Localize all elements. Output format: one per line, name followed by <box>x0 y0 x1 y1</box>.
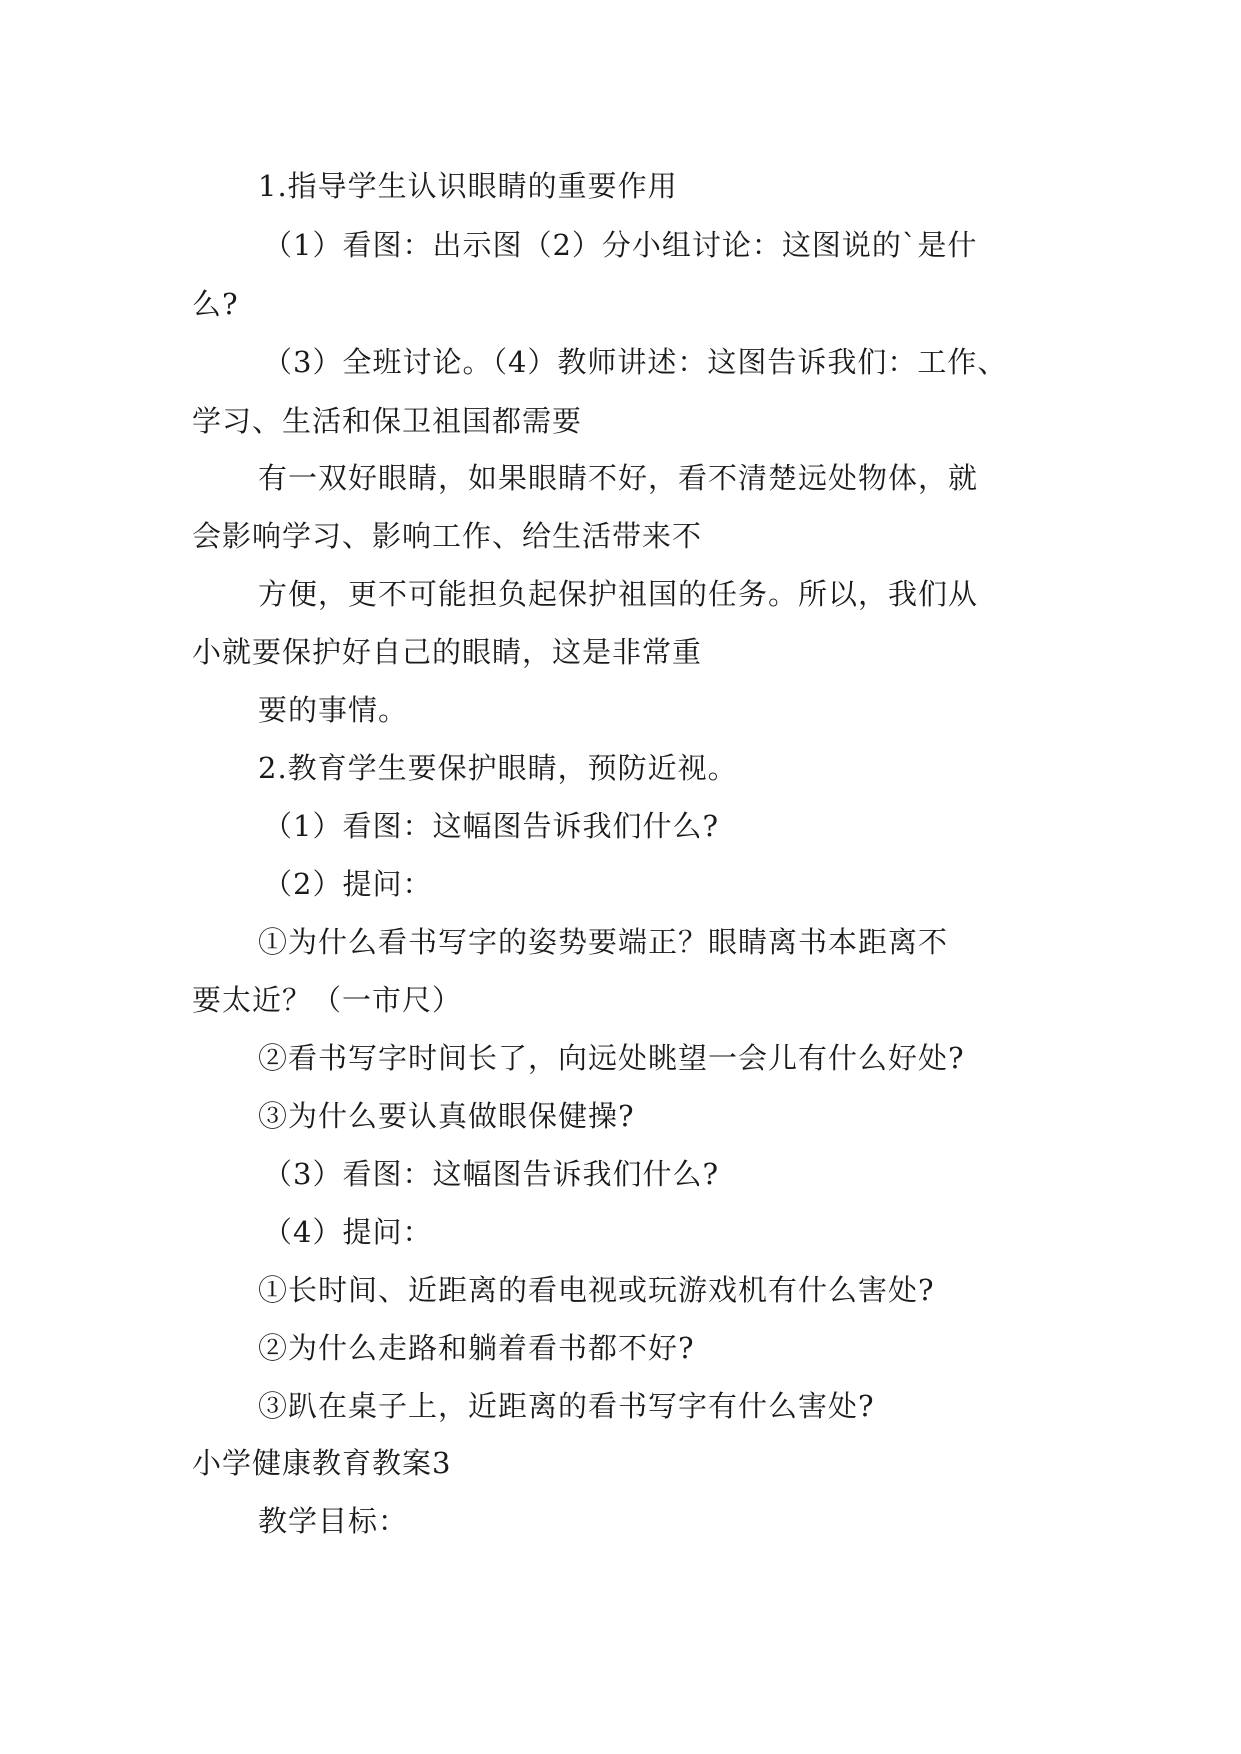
question-item: ③趴在桌子上，近距离的看书写字有什么害处? <box>258 1389 875 1423</box>
paragraph-line: 方便，更不可能担负起保护祖国的任务。所以，我们从 <box>258 577 979 611</box>
question-item: ②看书写字时间长了，向远处眺望一会儿有什么好处? <box>258 1041 965 1075</box>
paragraph-line: 要太近？（一市尺） <box>192 983 463 1017</box>
question-item: ①为什么看书写字的姿势要端正？眼睛离书本距离不 <box>258 925 949 959</box>
paragraph-line: （2）提问： <box>263 867 433 901</box>
paragraph-line: （1）看图：出示图（2）分小组讨论：这图说的`是什 <box>263 228 978 262</box>
lesson-plan-title: 小学健康教育教案3 <box>192 1446 452 1480</box>
paragraph-line: （4）提问： <box>263 1215 433 1249</box>
paragraph-line: 有一双好眼睛，如果眼睛不好，看不清楚远处物体，就 <box>258 461 979 495</box>
paragraph-line: 么? <box>192 287 239 321</box>
paragraph-line: 学习、生活和保卫祖国都需要 <box>192 404 583 438</box>
paragraph-line: （3）全班讨论。（4）教师讲述：这图告诉我们：工作、 <box>263 345 1008 379</box>
paragraph-line: （3）看图：这幅图告诉我们什么? <box>263 1157 719 1191</box>
question-item: ③为什么要认真做眼保健操? <box>258 1099 635 1133</box>
paragraph-line: 小就要保护好自己的眼睛，这是非常重 <box>192 635 703 669</box>
paragraph-line: （1）看图：这幅图告诉我们什么? <box>263 809 719 843</box>
question-item: ②为什么走路和躺着看书都不好? <box>258 1331 695 1365</box>
section-heading-objectives: 教学目标： <box>258 1504 409 1538</box>
question-item: ①长时间、近距离的看电视或玩游戏机有什么害处? <box>258 1273 935 1307</box>
paragraph-line: 会影响学习、影响工作、给生活带来不 <box>192 519 703 553</box>
section-heading-1: 1.指导学生认识眼睛的重要作用 <box>258 169 678 203</box>
paragraph-line: 要的事情。 <box>258 693 409 727</box>
section-heading-2: 2.教育学生要保护眼睛，预防近视。 <box>258 751 738 785</box>
